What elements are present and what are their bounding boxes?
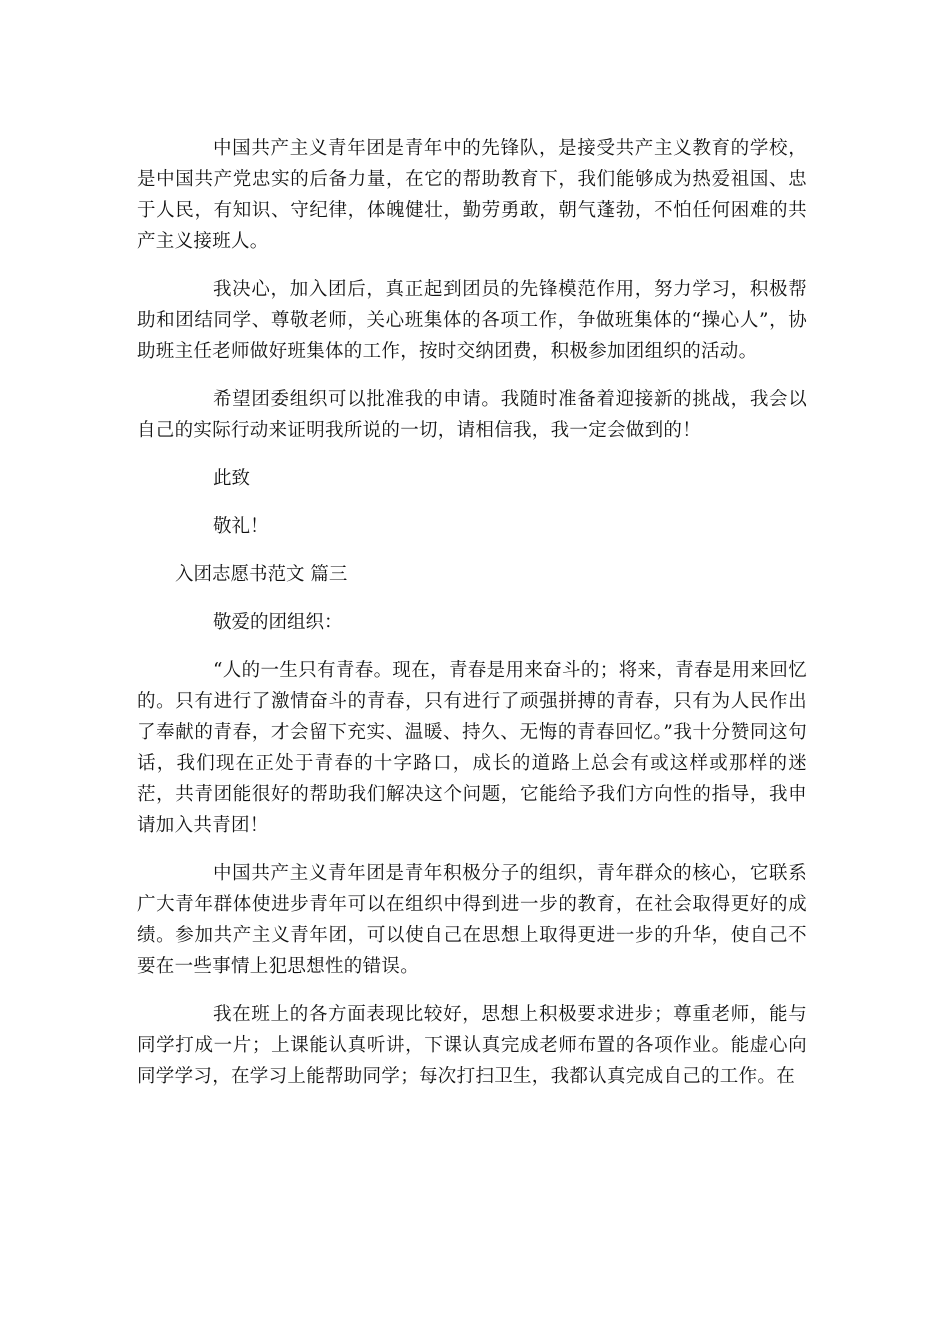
closing-line-1: 此致 — [213, 468, 251, 489]
paragraph-1: 中国共产主义青年团是青年中的先锋队，是接受共产主义教育的学校，是中国共产党忠实的后备力量，在它的帮助教育下，我们能够成为热爱祖国、忠于人民，有知识、守纪律，体魄健壮，勤劳勇敢，朝气蓬勃，不怕任何困难的共产主义接班人。 — [137, 138, 807, 252]
document-body — [137, 133, 807, 1109]
paragraph-2: 我决心，加入团后，真正起到团员的先锋模范作用，努力学习，积极帮助和团结同学、尊敬老师，关心班集体的各项工作，争做班集体的“操心人”，协助班主任老师做好班集体的工作，按时交纳团费，积极参加团组织的活动。 — [137, 279, 807, 362]
paragraph-4: “人的一生只有青春。现在，青春是用来奋斗的；将来，青春是用来回忆的。只有进行了激情奋斗的青春，只有进行了顽强拼搏的青春，只有为人民作出了奉献的青春，才会留下充实、温暖、持久、无悔的青春回忆。”我十分赞同这句话，我们现在正处于青春的十字路口，成长的道路上总会有或这样或那样的迷茫，共青团能很好的帮助我们解决这个问题，它能给予我们方向性的指导，我申请加入共青团！ — [137, 660, 807, 836]
paragraph-6: 我在班上的各方面表现比较好，思想上积极要求进步；尊重老师，能与同学打成一片；上课能认真听讲，下课认真完成老师布置的各项作业。能虚心向同学学习，在学习上能帮助同学；每次打扫卫生，我都认真完成自己的工作。在 — [137, 1004, 807, 1087]
paragraph-5: 中国共产主义青年团是青年积极分子的组织，青年群众的核心，它联系广大青年群体使进步青年可以在组织中得到进一步的教育，在社会取得更好的成绩。参加共产主义青年团，可以使自己在思想上取得更进一步的升华，使自己不要在一些事情上犯思想性的错误。 — [137, 863, 807, 977]
paragraph-3: 希望团委组织可以批准我的申请。我随时准备着迎接新的挑战，我会以自己的实际行动来证明我所说的一切，请相信我，我一定会做到的！ — [137, 389, 807, 441]
section-title: 入团志愿书范文 篇三 — [175, 564, 348, 585]
closing-line-2: 敬礼！ — [213, 516, 269, 537]
salutation: 敬爱的团组织： — [213, 612, 343, 633]
